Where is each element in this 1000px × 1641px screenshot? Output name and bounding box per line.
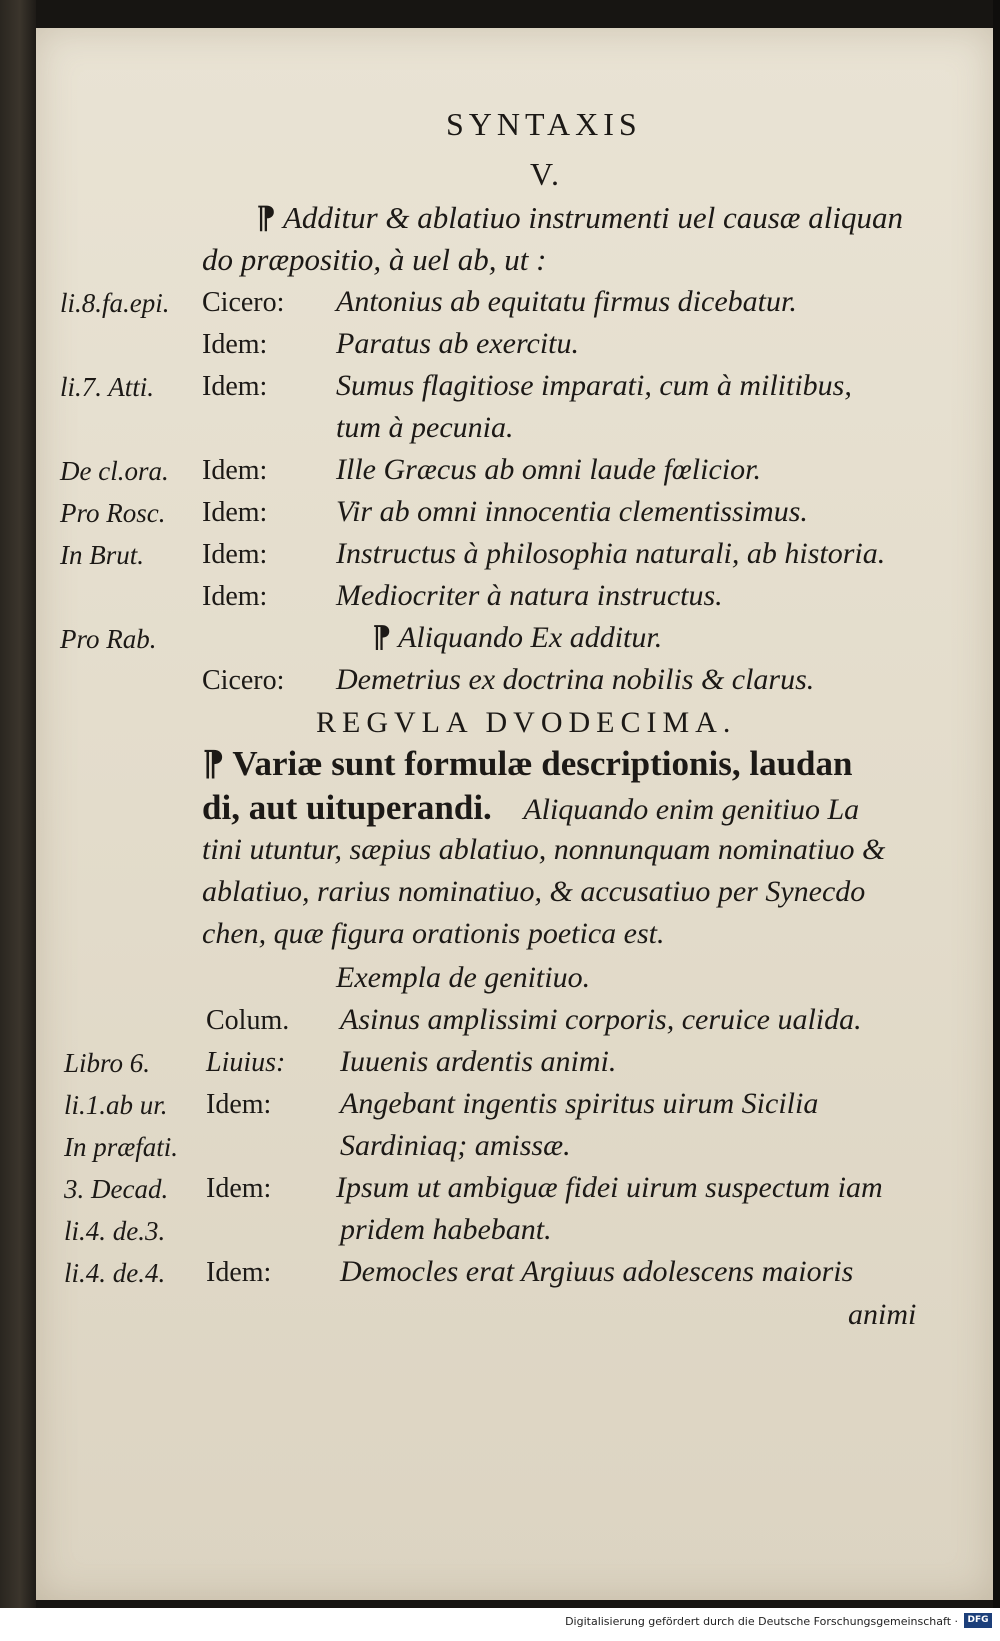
entry-text: Vir ab omni innocentia clementissimus. bbox=[336, 495, 808, 528]
intro-line-2: do præpositio, à uel ab, ut : bbox=[202, 242, 547, 277]
example-text: Sardiniaq; amissæ. bbox=[340, 1129, 571, 1162]
margin-note: De cl.ora. bbox=[60, 456, 169, 486]
aliquando-line bbox=[372, 620, 662, 656]
intro-line-1 bbox=[256, 200, 903, 236]
intro-text-1: Additur & ablatiuo instrumenti uel causæ aliquan bbox=[282, 200, 903, 235]
margin-note: In præfati. bbox=[64, 1132, 179, 1162]
rule-line-1 bbox=[202, 746, 852, 782]
entry-text: Sumus flagitiose imparati, cum à militibus, bbox=[336, 369, 852, 402]
author-label: Idem: bbox=[202, 371, 268, 402]
author-label: Idem: bbox=[202, 497, 268, 528]
margin-note: Pro Rosc. bbox=[60, 498, 166, 528]
author-label: Cicero: bbox=[202, 665, 285, 696]
margin-note: li.7. Atti. bbox=[60, 372, 155, 402]
author-label: Idem: bbox=[206, 1257, 272, 1288]
pilcrow-mark: ⁋ bbox=[256, 200, 276, 235]
example-text: Angebant ingentis spiritus uirum Sicilia bbox=[340, 1087, 819, 1120]
author-label: Cicero: bbox=[202, 287, 285, 318]
margin-note: li.4. de.4. bbox=[64, 1258, 166, 1288]
example-text: Asinus amplissimi corporis, ceruice ualida. bbox=[340, 1003, 862, 1036]
margin-note: Pro Rab. bbox=[60, 624, 157, 654]
entry-text: Mediocriter à natura instructus. bbox=[336, 579, 723, 612]
book-page bbox=[36, 28, 993, 1600]
rule-text-2-bold: di, aut uituperandi. bbox=[202, 788, 492, 827]
entry-text: Demetrius ex doctrina nobilis & clarus. bbox=[336, 663, 815, 696]
pilcrow-mark: ⁋ bbox=[202, 744, 225, 783]
entry-text: Antonius ab equitatu firmus dicebatur. bbox=[336, 285, 797, 318]
margin-note: In Brut. bbox=[60, 540, 144, 570]
pilcrow-mark: ⁋ bbox=[372, 621, 392, 654]
rule-heading: REGVLA DVODECIMA. bbox=[316, 706, 737, 739]
author-label: Idem: bbox=[202, 329, 268, 360]
author-label: Colum. bbox=[206, 1005, 290, 1036]
exempla-heading: Exempla de genitiuo. bbox=[336, 961, 591, 994]
example-text: Iuuenis ardentis animi. bbox=[340, 1045, 617, 1078]
margin-note: 3. Decad. bbox=[64, 1174, 169, 1204]
author-label: Idem: bbox=[202, 539, 268, 570]
rule-line-5: chen, quæ figura orationis poetica est. bbox=[202, 917, 665, 950]
entry-text: Ille Græcus ab omni laude fœlicior. bbox=[336, 453, 761, 486]
aliquando-text: Aliquando Ex additur. bbox=[398, 621, 663, 654]
scan-left-edge bbox=[0, 0, 36, 1641]
margin-note: li.4. de.3. bbox=[64, 1216, 166, 1246]
section-number: V. bbox=[530, 156, 561, 192]
entry-text: tum à pecunia. bbox=[336, 411, 514, 444]
footer-credit: Digitalisierung gefördert durch die Deutsche Forschungsgemeinschaft · bbox=[565, 1615, 958, 1628]
author-label: Idem: bbox=[202, 581, 268, 612]
rule-line-3: tini utuntur, sæpius ablatiuo, nonnunquam nominatiuo & bbox=[202, 833, 886, 866]
margin-note: li.8.fa.epi. bbox=[60, 288, 170, 318]
entry-text: Instructus à philosophia naturali, ab historia. bbox=[336, 537, 886, 570]
author-label: Idem: bbox=[206, 1173, 272, 1204]
catchword: animi bbox=[848, 1298, 917, 1331]
running-head: SYNTAXIS bbox=[446, 106, 642, 142]
margin-note: li.1.ab ur. bbox=[64, 1090, 168, 1120]
entry-text: Paratus ab exercitu. bbox=[336, 327, 580, 360]
rule-line-2 bbox=[202, 790, 859, 828]
rule-line-4: ablatiuo, rarius nominatiuo, & accusatiuo per Synecdo bbox=[202, 875, 866, 908]
example-text: Ipsum ut ambiguæ fidei uirum suspectum iam bbox=[336, 1171, 883, 1204]
margin-note: Libro 6. bbox=[64, 1048, 151, 1078]
author-label: Idem: bbox=[206, 1089, 272, 1120]
dfg-logo-icon: DFG bbox=[964, 1613, 992, 1628]
author-label: Idem: bbox=[202, 455, 268, 486]
author-label: Liuius: bbox=[206, 1047, 286, 1078]
example-text: Democles erat Argiuus adolescens maioris bbox=[340, 1255, 854, 1288]
rule-text-2-rest: Aliquando enim genitiuo La bbox=[523, 793, 860, 826]
scan-right-edge bbox=[993, 0, 1000, 1641]
example-text: pridem habebant. bbox=[340, 1213, 552, 1246]
rule-text-1: Variæ sunt formulæ descriptionis, laudan bbox=[232, 744, 853, 783]
